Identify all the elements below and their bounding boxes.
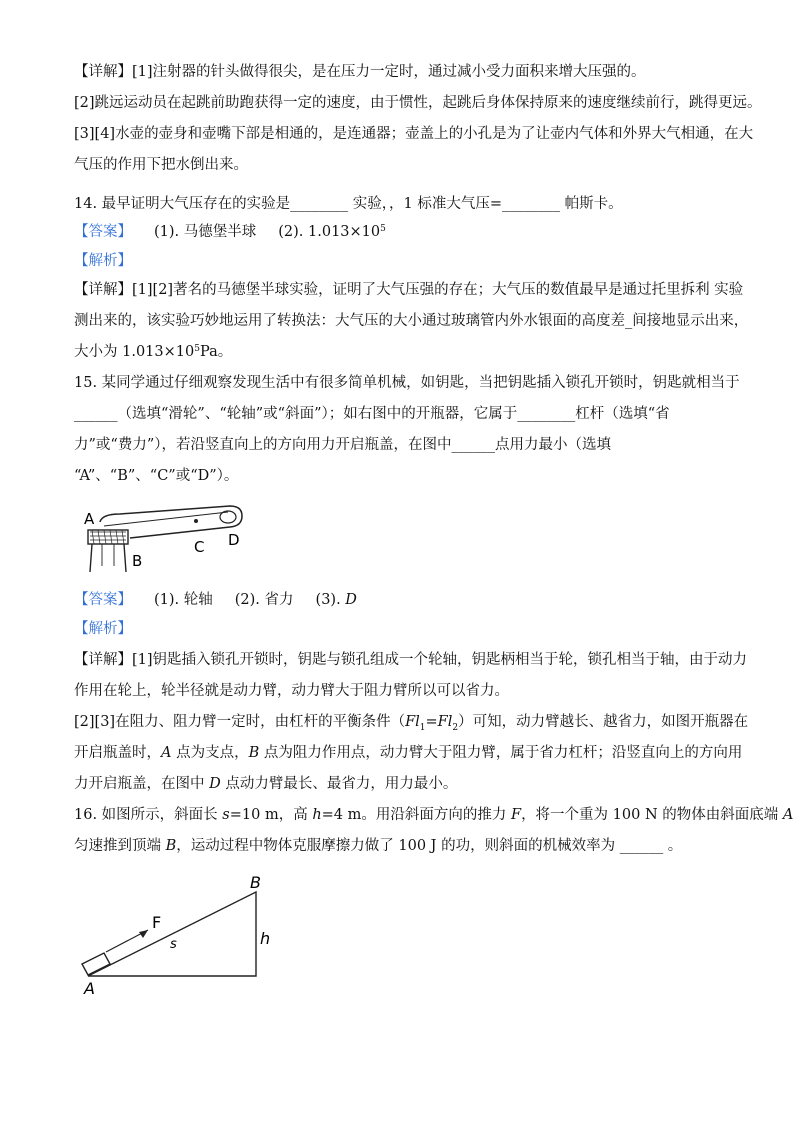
- label-B: B: [250, 873, 261, 892]
- q15-question-line-4: “A”、“B”、“C”或“D”）。: [74, 468, 239, 484]
- q13-detail-text-1: [1]注射器的针头做得很尖，是在压力一定时，通过减小受力面积来增大压强的。: [132, 64, 646, 80]
- q14-detail-line-1: 【详解】[1][2]著名的马德堡半球实验，证明了大气压强的存在；大气压的数值最早是通过托里拆利 实验: [74, 282, 744, 298]
- q15-detail-line-5: 力开启瓶盖，在图中 D 点动力臂最长、最省力，用力最小。: [74, 776, 458, 792]
- q15-detail-line-2: 作用在轮上，轮半径就是动力臂，动力臂大于阻力臂所以可以省力。: [74, 683, 509, 699]
- q14-answer-line: [74, 222, 760, 242]
- q15-question-line-1: 15. 某同学通过仔细观察发现生活中有很多简单机械，如钥匙，当把钥匙插入锁孔开锁时，钥匙就相当于: [74, 375, 740, 391]
- label-A: A: [84, 979, 95, 998]
- detail-tag: 【详解】: [74, 652, 132, 668]
- answer-tag: 【答案】: [74, 224, 132, 240]
- q13-detail-line-4: 气压的作用下把水倒出来。: [74, 157, 248, 173]
- q15-question-line-3: 力”或“费力”），若沿竖直向上的方向用力开启瓶盖，在图中______点用力最小（选填: [74, 437, 611, 453]
- q14-answer-1: (1). 马德堡半球: [154, 224, 257, 240]
- q15-answer-line: 【答案】 (1). 轮轴 (2). 省力 (3). D: [74, 592, 357, 608]
- q14-detail-line-3: 大小为 $1.013\times 10^5Pa$。: [74, 344, 233, 360]
- q16-question-line-2: 匀速推到顶端 B，运动过程中物体克服摩擦力做了 100 J 的功，则斜面的机械效率为 ______ 。: [74, 838, 683, 854]
- label-F: F: [152, 913, 162, 932]
- label-B: B: [132, 552, 143, 570]
- q15-question-line-2: ______（选填“滑轮”、“轮轴”或“斜面”）；如右图中的开瓶器，它属于________杠杆（选填“省: [74, 406, 670, 422]
- q13-detail-line-1: [74, 62, 760, 82]
- incline-figure: [76, 872, 286, 1002]
- detail-tag: 【详解】: [74, 64, 132, 80]
- bottle-opener-figure: [80, 500, 260, 580]
- q13-detail-line-2: [2]跳远运动员在起跳前助跑获得一定的速度，由于惯性，起跳后身体保持原来的速度继续前行，跳得更远。: [74, 95, 762, 111]
- label-h: h: [260, 929, 271, 948]
- q15-analysis-tag: 【解析】: [74, 621, 132, 637]
- q14-answer-2: (2). $1.013\times 10^5$: [278, 224, 386, 240]
- q15-detail-line-4: 开启瓶盖时，A 点为支点，B 点为阻力作用点，动力臂大于阻力臂，属于省力杠杆；沿竖直向上的方向用: [74, 745, 743, 761]
- label-D: D: [228, 531, 240, 549]
- q15-detail-line-3: [2][3]在阻力、阻力臂一定时，由杠杆的平衡条件$(Fl_1=Fl_2)$可知，动力臂越长、越省力，如图开瓶器在: [74, 714, 749, 733]
- label-s: s: [170, 937, 177, 952]
- answer-tag: 【答案】: [74, 592, 132, 608]
- q14-question: 14. 最早证明大气压存在的实验是________ 实验，，1 标准大气压=________ 帕斯卡。: [74, 196, 623, 212]
- label-A: A: [84, 510, 95, 528]
- q16-question-line-1: 16. 如图所示，斜面长 s=10 m，高 h=4 m。用沿斜面方向的推力 F，将一个重为 100 N 的物体由斜面底端 A: [74, 807, 794, 823]
- q15-detail-line-1: 【详解】[1]钥匙插入锁孔开锁时，钥匙与锁孔组成一个轮轴，钥匙柄相当于轮，锁孔相当于轴，由于动力: [74, 652, 748, 668]
- q14-detail-line-2: 测出来的，该实验巧妙地运用了转换法：大气压的大小通过玻璃管内外水银面的高度差_间接地显示出来，: [74, 313, 749, 329]
- q14-analysis-tag: 【解析】: [74, 253, 132, 269]
- q13-detail-line-3: [3][4]水壶的壶身和壶嘴下部是相通的，是连通器；壶盖上的小孔是为了让壶内气体和外界大气相通，在大: [74, 126, 754, 142]
- label-C: C: [194, 538, 205, 556]
- detail-tag: 【详解】: [74, 282, 132, 298]
